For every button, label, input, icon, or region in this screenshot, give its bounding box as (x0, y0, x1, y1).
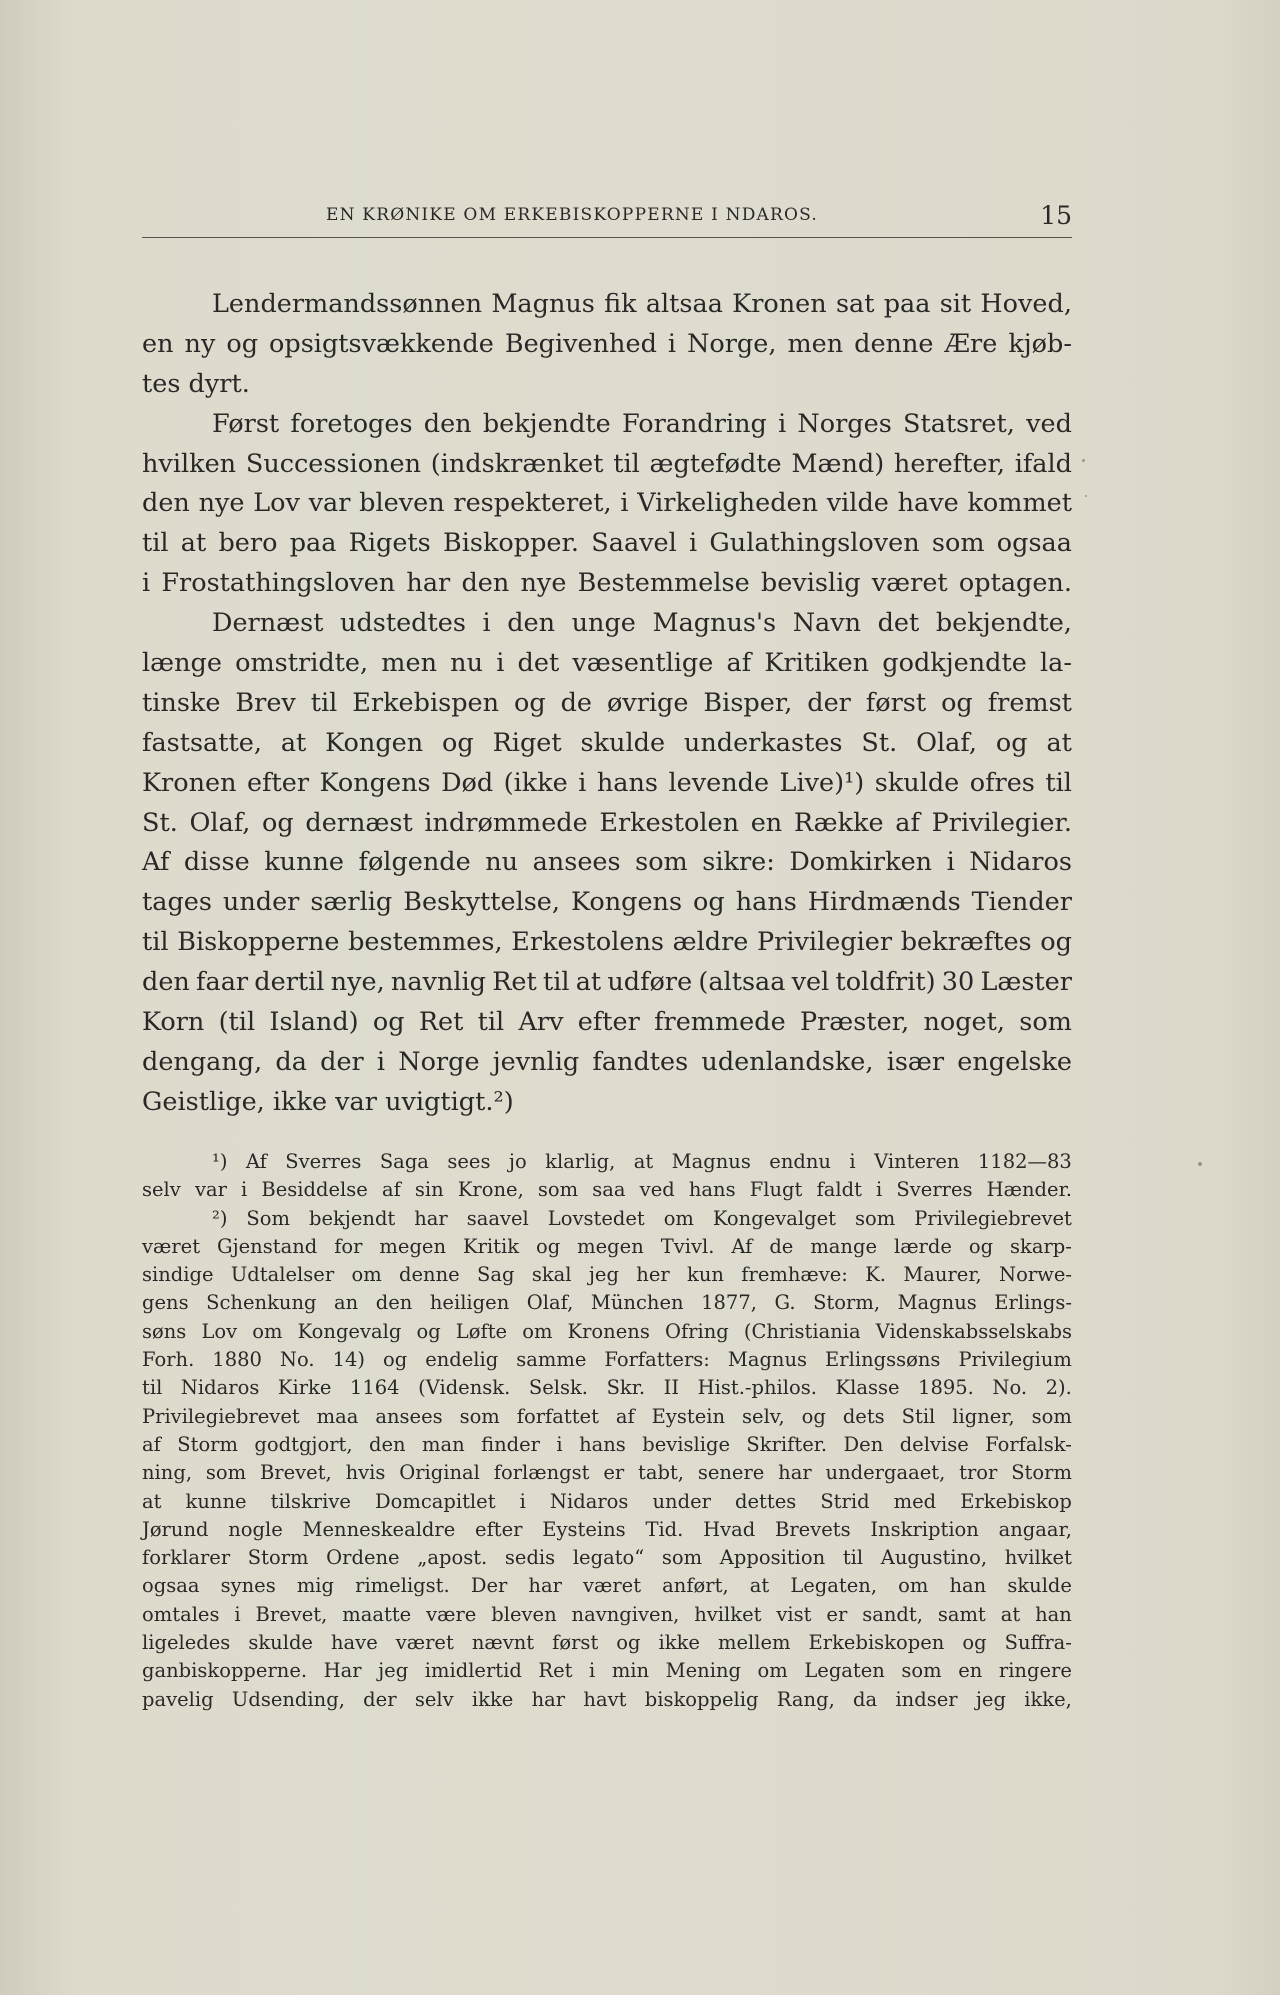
footnote-line: ²) Som bekjendt har saavel Lovstedet om Kongevalget som Privilegiebrevet (212, 1206, 1072, 1230)
text-line: fastsatte, at Kongen og Riget skulde underkastes St. Olaf, og at (142, 727, 1072, 758)
footnote-line: pavelig Udsending, der selv ikke har havt biskoppelig Rang, da indser jeg ikke, (142, 1687, 1072, 1711)
footnote-line: været Gjenstand for megen Kritik og megen Tvivl. Af de mange lærde og skarp- (142, 1234, 1072, 1258)
text-line: Korn (til Island) og Ret til Arv efter fremmede Præster, noget, som (142, 1007, 1072, 1038)
text-line: Lendermandssønnen Magnus fik altsaa Kronen sat paa sit Hoved, (212, 289, 1072, 319)
text-line: Af disse kunne følgende nu ansees som sikre: Domkirken i Nidaros (142, 847, 1072, 878)
text-line: hvilken Successionen (indskrænket til ægtefødte Mænd) herefter, ifald (142, 448, 1072, 479)
footnote-line: ¹) Af Sverres Saga sees jo klarlig, at Magnus endnu i Vinteren 1182—83 (212, 1150, 1072, 1173)
footnote-line: til Nidaros Kirke 1164 (Vidensk. Selsk. Skr. II Hist.-philos. Klasse 1895. No. 2). (142, 1376, 1072, 1400)
paper-speck (1198, 1162, 1202, 1166)
footnote-line: af Storm godtgjort, den man finder i hans bevislige Skrifter. Den delvise Forfalsk- (142, 1432, 1072, 1456)
footnote-line: ogsaa synes mig rimeligst. Der har været anført, at Legaten, om han skulde (142, 1574, 1072, 1598)
footnotes (142, 1148, 1072, 1714)
text-line: Dernæst udstedtes i den unge Magnus's Navn det bekjendte, (212, 608, 1072, 639)
text-line: Geistlige, ikke var uvigtigt.²) (142, 1086, 514, 1117)
footnote-line: Privilegiebrevet maa ansees som forfattet af Eystein selv, og dets Stil ligner, som (142, 1404, 1072, 1428)
footnote-line: selv var i Besiddelse af sin Krone, som saa ved hans Flugt faldt i Sverres Hænder. (142, 1178, 1072, 1202)
text-line: Først foretoges den bekjendte Forandring i Norges Statsret, ved (212, 408, 1072, 439)
text-line: længe omstridte, men nu i det væsentlige af Kritiken godkjendte la- (142, 648, 1072, 679)
page-number: 15 (1040, 201, 1072, 230)
text-line: tinske Brev til Erkebispen og de øvrige Bisper, der først og fremst (142, 687, 1072, 718)
footnote-line: Forh. 1880 No. 14) og endelig samme Forfatters: Magnus Erlingssøns Privilegium (142, 1348, 1072, 1372)
text-line: tages under særlig Beskyttelse, Kongens og hans Hirdmænds Tiender (142, 887, 1072, 918)
page-header (142, 201, 1072, 238)
footnote-line: ganbiskopperne. Har jeg imidlertid Ret i min Mening om Legaten som en ringere (142, 1659, 1072, 1683)
text-line: St. Olaf, og dernæst indrømmede Erkestolen en Række af Privilegier. (142, 807, 1072, 838)
running-head: EN KRØNIKE OM ERKEBISKOPPERNE I NDAROS. (326, 205, 818, 225)
text-line: til at bero paa Rigets Biskopper. Saavel i Gulathingsloven som ogsaa (142, 528, 1072, 559)
text-line: en ny og opsigtsvækkende Begivenhed i Norge, men denne Ære kjøb- (142, 328, 1072, 359)
text-line: tes dyrt. (142, 368, 250, 399)
text-line: den nye Lov var bleven respekteret, i Virkeligheden vilde have kommet (142, 488, 1072, 519)
paper-speck (1085, 495, 1087, 497)
main-text (142, 285, 1072, 1123)
paper-speck (1082, 459, 1085, 462)
text-line: i Frostathingsloven har den nye Bestemmelse bevislig været optagen. (142, 568, 1072, 599)
footnote-line: søns Lov om Kongevalg og Løfte om Kronens Ofring (Christiania Videnskabsselskabs (142, 1319, 1072, 1343)
footnote-line: forklarer Storm Ordene „apost. sedis legato“ som Apposition til Augustino, hvilket (142, 1546, 1072, 1570)
footnote-line: gens Schenkung an den heiligen Olaf, München 1877, G. Storm, Magnus Erlings- (142, 1291, 1072, 1315)
footnote-line: omtales i Brevet, maatte være bleven navngiven, hvilket vist er sandt, samt at han (142, 1602, 1072, 1626)
footnote-line: Jørund nogle Menneskealdre efter Eysteins Tid. Hvad Brevets Inskription angaar, (142, 1517, 1072, 1541)
footnote-line: at kunne tilskrive Domcapitlet i Nidaros under dettes Strid med Erkebiskop (142, 1489, 1072, 1513)
footnote-line: sindige Udtalelser om denne Sag skal jeg her kun fremhæve: K. Maurer, Norwe- (142, 1263, 1072, 1287)
footnote-line: ligeledes skulde have været nævnt først og ikke mellem Erkebiskopen og Suffra- (142, 1631, 1072, 1655)
text-line: dengang, da der i Norge jevnlig fandtes udenlandske, især engelske (142, 1046, 1072, 1077)
text-line: til Biskopperne bestemmes, Erkestolens ældre Privilegier bekræftes og (142, 927, 1072, 958)
footnote-line: ning, som Brevet, hvis Original forlængst er tabt, senere har undergaaet, tror Storm (142, 1461, 1072, 1485)
text-line: Kronen efter Kongens Død (ikke i hans levende Live)¹) skulde ofres til (142, 767, 1072, 798)
text-line: den faar dertil nye, navnlig Ret til at udføre (altsaa vel toldfrit) 30 Læster (142, 967, 1072, 998)
